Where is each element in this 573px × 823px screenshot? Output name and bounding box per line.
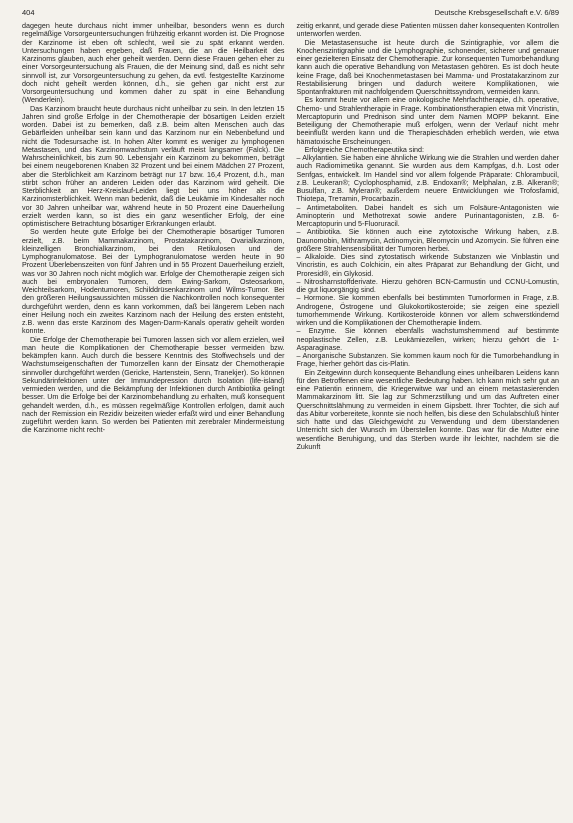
list-item: – Antimetaboliten. Dabei handelt es sich um Folsäure-Antagonisten wie Aminopterin und Methotrexat sowie andere Purinantagonisten, z.B. 6-Mercaptopurin und 5-Fluoruracil.: [296, 203, 559, 228]
list-heading: Erfolgreiche Chemotherapeutika sind:: [304, 145, 424, 154]
left-column: [22, 22, 285, 451]
paragraph: zeitig erkannt, und gerade diese Patienten müssen daher konsequenten Kontrollen unterworfen werden.: [296, 22, 559, 39]
list-item: – Nitrosharnstoffderivate. Hierzu gehören BCN-Carmustin und CCNU-Lomustin, die gut liquorgängig sind.: [296, 277, 559, 294]
paragraph: Das Karzinom braucht heute durchaus nicht unheilbar zu sein. In den letzten 15 Jahren sind große Erfolge in der Chemotherapie der bösartigen Leiden erzielt worden. Dabei ist zu bemerken, daß z.B. beim alten Menschen auch das Gebärfleiden unheilbar sein kann und das Karzinom nur ein Nebenbefund und nicht die Todesursache ist. In hohen Alter kommt es weniger zu lymphogenen Metastasen, und das Karzinomwachstum verläuft meist langsamer (Falck). Die Wahrscheinlichkeit, bis zum 90. Lebensjahr ein Karzinom zu bekommen, beträgt bei einem neugeborenen Knaben 32 Prozent und bei einem Mädchen 27 Prozent, aber die Sterblichkeit am Karzinom beträgt nur 17 bzw. 16,4 Prozent, d.h., man stirbt schon früher an anderen Leiden oder das Karzinom wird geheilt. Die Sterblichkeit an Herz-Kreislauf-Leiden liegt bei uns höher als die Karzinomsterblichkeit. Wenn man bedenkt, daß die Leukämie im Kindesalter noch vor 30 Jahren unheilbar war, während heute in 50 Prozent eine Dauerheilung erzielt werden kann, so ist dies ein ganz wesentlicher Erfolg, der eine optimistischere Betrachtung bösartiger Erkrankungen erlaubt.: [22, 104, 285, 228]
list-item: – Alkylantien. Sie haben eine ähnliche Wirkung wie die Strahlen und werden daher auch Radiomimetika genannt. Sie wurden aus dem Kampfgas, d.h. Lost oder Senfgas, entwickelt. Im Handel sind vor allem folgende Präparate: Chlorambucil, z.B. Leukeran®; Cyclophosphamid, z.B. Endoxan®; Melphalan, z.B. Alkeran®; Busulfan, z.B. Myleran®; außerdem neuere Entwicklungen wie Trofosfamid, Thiotepa, Treтamin, Procarbazin.: [296, 154, 559, 204]
article-body: [22, 22, 559, 451]
list-item: – Antibiotika. Sie können auch eine zytotoxische Wirkung haben, z.B. Daunomobin, Mithramycin, Actinomycin, Bleomycin und Azomycin. Sie führen eine größere Strahlensensibilität der Tumoren herbei.: [296, 228, 559, 253]
journal-title: Deutsche Krebsgesellschaft e.V. 6/89: [434, 8, 559, 17]
list-item: – Hormone. Sie kommen ebenfalls bei bestimmten Tumorformen in Frage, z.B. Androgene, Östrogene und Glukokortikosteroide; sie zeigen eine speziell tumorhemmende Wirkung. Kortikosteroide können vor allem schwerstkindernd wirken und die Komplikationen der Chemotherapie lindern.: [296, 294, 559, 327]
paragraph: Die Metastasensuche ist heute durch die Szintigraphie, vor allem die Knochenszintigraphie und die Lymphographie, schonender, sicherer und genauer einer gezielteren Einsatz der Chemotherapie. Zur konsequenten Tumorbehandlung kann auch die operative Behandlung von Metastasen gehören. Es ist doch heute keine Frage, daß bei Knochenmetastasen bei Mamma- und Prostatakarzinom zur Restabilisierung bringen und dadurch weitere Komplikationen, wie Spontanfrakturen mit nachfolgendem Querschnittssyndrom, vermeiden kann.: [296, 38, 559, 96]
list-item: – Enzyme. Sie können ebenfalls wachstumshemmend auf bestimmte neoplastische Zellen, z.B. Leukämiezellen, wirken; hierzu gehört die 1-Asparaginase.: [296, 327, 559, 352]
paragraph: Ein Zeitgewinn durch konsequente Behandlung eines unheilbaren Leidens kann für den Betroffenen eine wesentliche Bedeutung haben. Ich kann mich sehr gut an eine Patientin erinnern, die Kriegerwitwe war und an einem metastasierenden Mammakarzinom litt. Sie lag zur Schmerzstillung und um das Auftreten einer Querschnittslähmung zu vermeiden in einem Gipsbett. Ihrer Tochter, die sich auf das Abitur vorbereitete, konnte sie noch helfen, bis diese den Schulabschluß hinter sich hatte und das Gleichgewicht zu Verwendung und dem überstandenen Unterricht sich der Wunsch im Überstellen konnte. Das war für die Mutter eine wesentliche Beruhigung, und das Sterben wurde ihr leichter, nachdem sie die Zukunft: [296, 368, 559, 451]
right-column: [297, 22, 560, 451]
paragraph: dagegen heute durchaus nicht immer unheilbar, besonders wenn es durch regelmäßige Vorsorgeuntersuchungen frühzeitig erkannt worden ist. Die Prognose der Karzinome ist eben oft schlecht, weil sie zu spät erkannt werden. Untersuchungen haben ergeben, daß Frauen, die an die Heilbarkeit des Karzinoms glauben, auch eher geheilt werden. Denn diese Frauen gehen eher zu einer Vorsorgeuntersuchung als Frauen, die der Meinung sind, daß es nicht sehr sinnvoll ist, zur Vorsorgeuntersuchung zu gehen, da evtl. festgestellte Karzinome doch nicht geheilt werden können, d.h., sie gehen gar nicht erst zur Vorsorgeuntersuchung und kommen daher zu spät in eine Behandlung (Wenderlein).: [22, 22, 285, 105]
paragraph: Es kommt heute vor allem eine onkologische Mehrfachtherapie, d.h. operative, Chemo- und Strahlentherapie in Frage. Kombinationstherapien etwa mit Vincristin, Mercaptopurin und Prednison sind unter dem Namen MOPP bekannt. Eine Beteiligung der Chemotherapie muß erfolgen, wenn der Verlauf nicht mehr beeinflußt werden kann und die Therapieschäden erheblich werden, wie etwa hämatoxische Erscheinungen.: [296, 96, 559, 146]
list-item: – Alkaloide. Dies sind zytostatisch wirkende Substanzen wie Vinblastin und Vincristin, es auch Colchicin, ein altes Präparat zur Behandlung der Gicht, und Proresid®, ein Glykosid.: [296, 253, 559, 278]
paragraph: So werden heute gute Erfolge bei der Chemotherapie bösartiger Tumoren erzielt, z.B. beim Mammakarzinom, Prostatakarzinom, Ovarialkarzinom, kleinzelligen Bronchialkarzinom, bei den Retikulosen und der Lymphogranulomatose. Bei der Lymphogranulomatose werden heute in 90 Prozent Überlebenszeiten von fünf Jahren und in 55 Prozent Dauerheilung erzielt, was vor 30 Jahren noch nicht möglich war. Erfolge der Chemotherapie zeigen sich auch bei embryonalen Tumoren, dem Ewing-Sarkom, Osteosarkom, Weichteilsarkom, Hodentumoren, Schilddrüsenkarzinom und Wilms-Tumor. Bei den größeren Heilungsaussichten müssen die Nachkontrollen noch konsequenter durchgeführt werden, denn es kann vorkommen, daß bei längerem Leben nach einer Heilung noch ein zweites Karzinom nach der Heilung des ersten entsteht, z.B. wenn das erste Karzinom des Magen-Darm-Kanals operativ geheilt worden konnte.: [22, 228, 285, 336]
list-item: – Anorganische Substanzen. Sie kommen kaum noch für die Tumorbehandlung in Frage, hierher gehört das cis-Platin.: [296, 352, 559, 369]
paragraph: Die Erfolge der Chemotherapie bei Tumoren lassen sich vor allem erzielen, weil man heute die Komplikationen der Chemotherapie besser vermeiden bzw. bekämpfen kann. Auch durch die bessere Kenntnis des Stoffwechsels und der Wachstumseigenschaften der Tumorzellen kann der Einsatz der Chemotherapie sinnvoller durchgeführt werden (Gericke, Hartenstein, Senn, Tranekjer). So können Sekundärinfektionen unter der Immundepression durch Isolation (life-island) vermieden werden, und die Bekämpfung der Infektionen durch Antibiotika gelingt besser. Um die Erfolge bei der Karzinombehandlung zu erhalten, muß konsequent gehandelt werden, d.h., es müssen regelmäßige Kontrollen erfolgen, damit auch nach der Remission ein Rezidiv beizeiten wieder erfaßt wird und einer Behandlung zugeführt werden kann. So werden bei Patienten mit zerebraler Mindermeistung die Karzinome nicht recht-: [22, 335, 285, 435]
page-header: [22, 8, 559, 22]
page-number: 404: [22, 8, 35, 17]
